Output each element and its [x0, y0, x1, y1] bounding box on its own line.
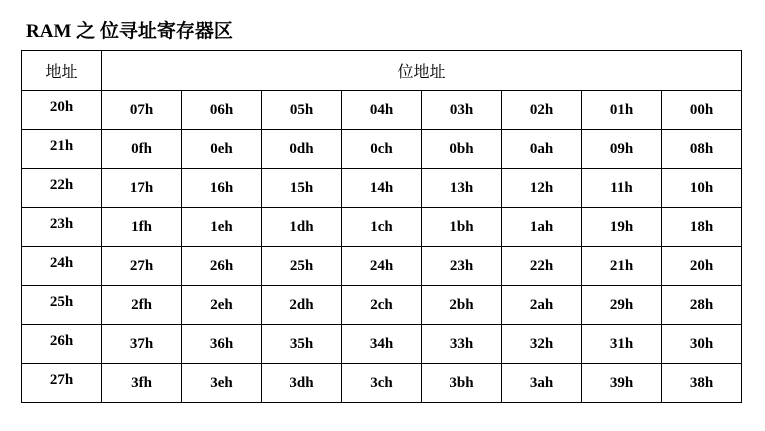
bit-address-cell: 17h: [102, 169, 182, 208]
bit-address-cell: 13h: [422, 169, 502, 208]
bit-address-cell: 1fh: [102, 208, 182, 247]
bit-address-cell: 02h: [502, 91, 582, 130]
bit-address-cell: 15h: [262, 169, 342, 208]
bit-address-cell: 04h: [342, 91, 422, 130]
bit-address-cell: 11h: [582, 169, 662, 208]
header-bit-address: 位地址: [102, 51, 742, 91]
bit-address-cell: 3dh: [262, 364, 342, 403]
table-row: [22, 91, 742, 130]
bit-address-cell: 38h: [662, 364, 742, 403]
bit-address-cell: 2fh: [102, 286, 182, 325]
address-cell: 26h: [22, 325, 102, 364]
bit-address-cell: 0eh: [182, 130, 262, 169]
address-cell: 24h: [22, 247, 102, 286]
bit-address-cell: 2bh: [422, 286, 502, 325]
address-cell: 25h: [22, 286, 102, 325]
bit-address-cell: 25h: [262, 247, 342, 286]
bit-address-cell: 0fh: [102, 130, 182, 169]
bit-address-cell: 28h: [662, 286, 742, 325]
bit-address-cell: 36h: [182, 325, 262, 364]
bit-address-cell: 16h: [182, 169, 262, 208]
bit-address-cell: 2ah: [502, 286, 582, 325]
bit-address-cell: 26h: [182, 247, 262, 286]
bit-address-cell: 1eh: [182, 208, 262, 247]
bit-address-cell: 2dh: [262, 286, 342, 325]
bit-address-cell: 30h: [662, 325, 742, 364]
bit-address-cell: 19h: [582, 208, 662, 247]
bit-address-cell: 3bh: [422, 364, 502, 403]
table-row: [22, 208, 742, 247]
bit-address-cell: 0ch: [342, 130, 422, 169]
bit-address-cell: 1ch: [342, 208, 422, 247]
page-title: RAM 之 位寻址寄存器区: [26, 21, 233, 42]
bit-address-cell: 0bh: [422, 130, 502, 169]
bit-address-cell: 0ah: [502, 130, 582, 169]
address-cell: 27h: [22, 364, 102, 403]
bit-address-cell: 1bh: [422, 208, 502, 247]
bit-address-cell: 29h: [582, 286, 662, 325]
bit-address-cell: 24h: [342, 247, 422, 286]
table-row: [22, 325, 742, 364]
table-header-row: [22, 51, 742, 91]
bit-address-cell: 21h: [582, 247, 662, 286]
table-row: [22, 364, 742, 403]
bit-address-cell: 37h: [102, 325, 182, 364]
bit-address-table: [21, 50, 742, 403]
bit-address-cell: 34h: [342, 325, 422, 364]
bit-address-cell: 35h: [262, 325, 342, 364]
bit-address-cell: 1dh: [262, 208, 342, 247]
bit-address-cell: 3ah: [502, 364, 582, 403]
bit-address-cell: 05h: [262, 91, 342, 130]
bit-address-cell: 0dh: [262, 130, 342, 169]
address-cell: 21h: [22, 130, 102, 169]
bit-address-cell: 18h: [662, 208, 742, 247]
bit-address-cell: 03h: [422, 91, 502, 130]
bit-address-cell: 33h: [422, 325, 502, 364]
bit-address-cell: 10h: [662, 169, 742, 208]
table-row: [22, 169, 742, 208]
bit-address-cell: 08h: [662, 130, 742, 169]
bit-address-cell: 09h: [582, 130, 662, 169]
table-row: [22, 286, 742, 325]
bit-address-cell: 01h: [582, 91, 662, 130]
bit-address-cell: 27h: [102, 247, 182, 286]
bit-address-cell: 3eh: [182, 364, 262, 403]
bit-address-cell: 00h: [662, 91, 742, 130]
bit-address-cell: 1ah: [502, 208, 582, 247]
table-row: [22, 247, 742, 286]
bit-address-cell: 39h: [582, 364, 662, 403]
bit-address-cell: 2eh: [182, 286, 262, 325]
bit-address-cell: 32h: [502, 325, 582, 364]
bit-address-cell: 23h: [422, 247, 502, 286]
table-row: [22, 130, 742, 169]
bit-address-cell: 12h: [502, 169, 582, 208]
bit-address-cell: 22h: [502, 247, 582, 286]
address-cell: 22h: [22, 169, 102, 208]
bit-address-cell: 14h: [342, 169, 422, 208]
bit-address-cell: 2ch: [342, 286, 422, 325]
address-cell: 23h: [22, 208, 102, 247]
bit-address-cell: 06h: [182, 91, 262, 130]
bit-address-cell: 07h: [102, 91, 182, 130]
bit-address-cell: 3ch: [342, 364, 422, 403]
bit-address-cell: 31h: [582, 325, 662, 364]
bit-address-cell: 3fh: [102, 364, 182, 403]
address-cell: 20h: [22, 91, 102, 130]
bit-address-cell: 20h: [662, 247, 742, 286]
header-address: 地址: [22, 51, 102, 91]
